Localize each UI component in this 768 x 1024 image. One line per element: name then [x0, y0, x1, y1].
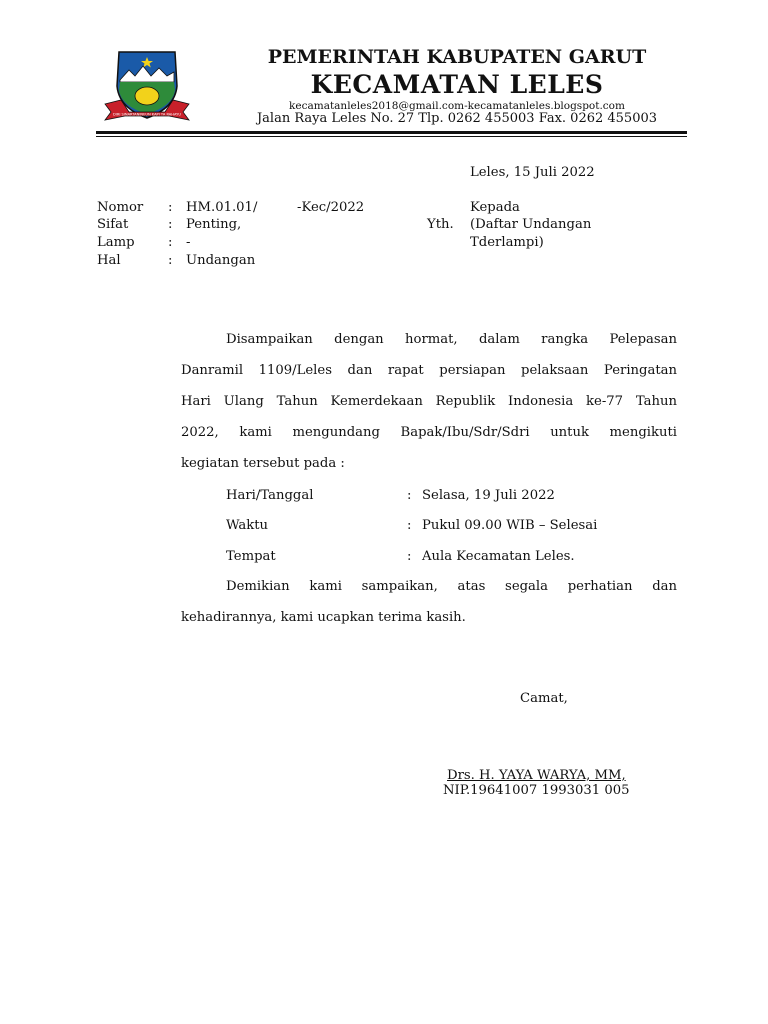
meta-label-hal: Hal — [97, 253, 121, 268]
detail-label-time: Waktu — [226, 518, 269, 533]
meta-sep-lamp: : — [168, 235, 173, 250]
body-paragraph-1-line: Danramil 1109/Leles dan rapat persiapan pelaksaan Peringatan — [181, 363, 677, 378]
place-date: Leles, 15 Juli 2022 — [470, 165, 595, 180]
detail-sep-place: : — [407, 549, 412, 564]
recipient-line-2: (Daftar Undangan — [470, 217, 592, 232]
body-paragraph-1-line: Hari Ulang Tahun Kemerdekaan Republik Indonesia ke-77 Tahun — [181, 394, 677, 409]
meta-label-sifat: Sifat — [97, 217, 129, 232]
letterhead-government-name: PEMERINTAH KABUPATEN GARUT — [267, 46, 647, 68]
meta-label-nomor: Nomor — [97, 200, 144, 215]
letterhead-address: Jalan Raya Leles No. 27 Tlp. 0262 455003 Fax. 0262 455003 — [256, 111, 658, 126]
meta-value-lamp: - — [186, 235, 191, 250]
meta-sep-nomor: : — [168, 200, 173, 215]
recipient-line-1: Kepada — [470, 200, 520, 215]
body-paragraph-1-line: kegiatan tersebut pada : — [181, 456, 345, 471]
body-paragraph-2-line: kehadirannya, kami ucapkan terima kasih. — [181, 610, 466, 625]
detail-sep-time: : — [407, 518, 412, 533]
detail-value-time: Pukul 09.00 WIB – Selesai — [422, 518, 598, 533]
recipient-yth: Yth. — [427, 217, 454, 232]
body-paragraph-1-line: Disampaikan dengan hormat, dalam rangka Pelepasan — [226, 332, 677, 347]
letterhead-rule-thin — [96, 136, 687, 137]
detail-value-place: Aula Kecamatan Leles. — [422, 549, 575, 564]
signature-title: Camat, — [520, 691, 568, 706]
letterhead-rule-thick — [96, 131, 687, 134]
recipient-line-3: Tderlampi) — [470, 235, 544, 250]
meta-value-sifat: Penting, — [186, 217, 242, 232]
detail-sep-date: : — [407, 488, 412, 503]
body-paragraph-2-line: Demikian kami sampaikan, atas segala perhatian dan — [226, 579, 677, 594]
letterhead-office-name: KECAMATAN LELES — [310, 70, 604, 99]
signature-name: Drs. H. YAYA WARYA, MM, — [447, 768, 626, 783]
meta-value-nomor: HM.01.01/ — [186, 200, 258, 215]
letterhead-email-website: kecamatanleles2018@gmail.com-kecamatanleles.blogspot.com — [289, 100, 625, 112]
kabupaten-garut-emblem — [103, 46, 191, 126]
detail-label-date: Hari/Tanggal — [226, 488, 314, 503]
meta-sep-hal: : — [168, 253, 173, 268]
detail-label-place: Tempat — [226, 549, 276, 564]
detail-value-date: Selasa, 19 Juli 2022 — [422, 488, 555, 503]
meta-value-hal: Undangan — [186, 253, 256, 268]
meta-value-nomor-suffix: -Kec/2022 — [297, 200, 365, 215]
emblem-motto-text: DIRI SINARTANINEUN KAPI TA RAHAYU — [113, 112, 181, 117]
signature-nip: NIP.19641007 1993031 005 — [443, 783, 630, 798]
meta-sep-sifat: : — [168, 217, 173, 232]
body-paragraph-1-line: 2022, kami mengundang Bapak/Ibu/Sdr/Sdri untuk mengikuti — [181, 425, 677, 440]
meta-label-lamp: Lamp — [97, 235, 135, 250]
